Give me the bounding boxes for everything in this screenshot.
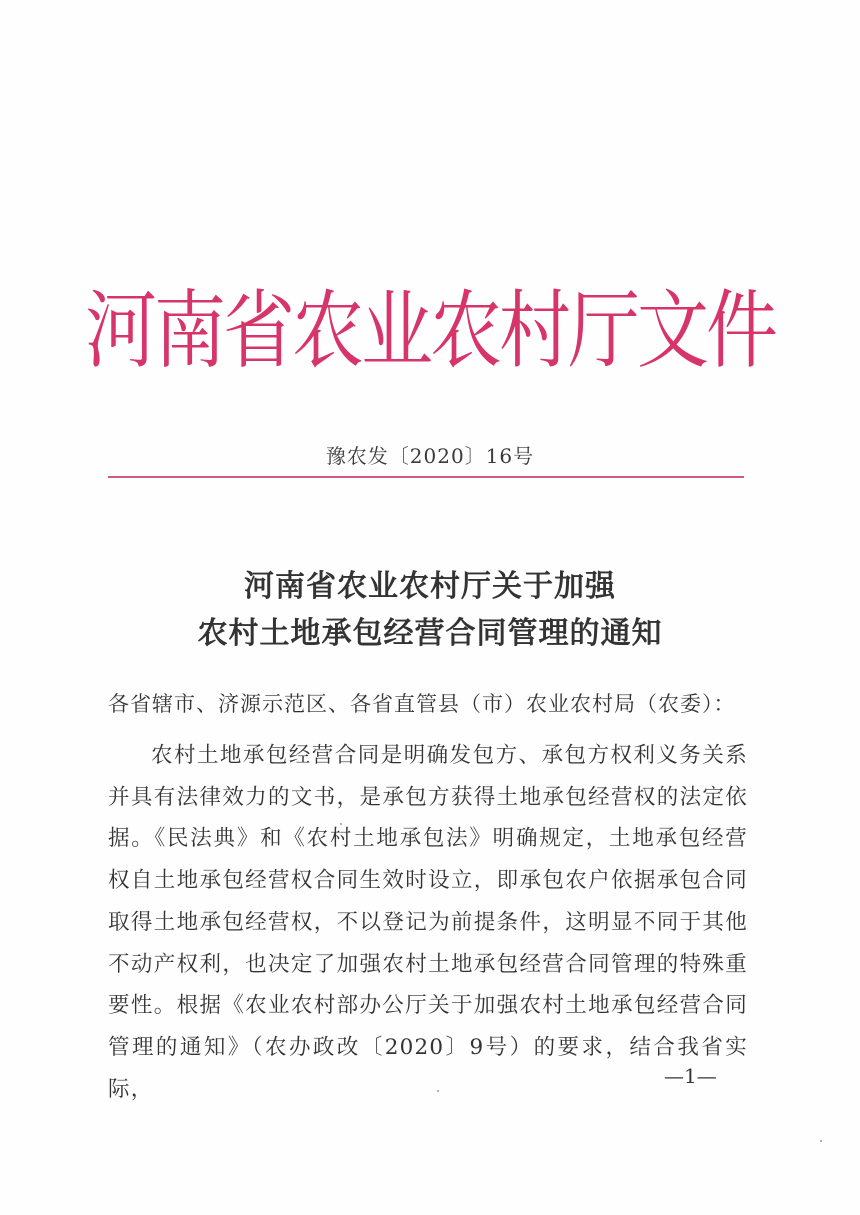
- body-paragraph: 农村土地承包经营合同是明确发包方、承包方权利义务关系并具有法律效力的文书，是承包方获得土地承包经营权的法定依据。《民法典》和《农村土地承包法》明确规定，土地承包经营权自土地承包经营权合同生效时设立，即承包农户依据承包合同取得土地承包经营权，不以登记为前提条件，这明显不同于其他不动产权利，也决定了加强农村土地承包经营合同管理的特殊重要性。根据《农业农村部办公厅关于加强农村土地承包经营合同管理的通知》（农办政改〔2020〕9号）的要求，结合我省实际，: [108, 743, 748, 1102]
- salutation: 各省辖市、济源示范区、各省直管县（市）农业农村局（农委）：: [108, 692, 736, 716]
- page-number: —1—: [664, 1064, 717, 1088]
- document-title-line-2: 农村土地承包经营合同管理的通知: [197, 616, 663, 651]
- document-title-line-1: 河南省农业农村厅关于加强: [244, 569, 616, 604]
- scan-speck: [820, 1140, 822, 1142]
- red-separator-rule: [108, 476, 744, 478]
- scan-speck: [340, 823, 342, 825]
- document-number: 豫农发〔2020〕16号: [325, 444, 535, 468]
- scan-speck: [437, 1090, 439, 1092]
- masthead-title: 河南省农业农村厅文件: [84, 280, 775, 380]
